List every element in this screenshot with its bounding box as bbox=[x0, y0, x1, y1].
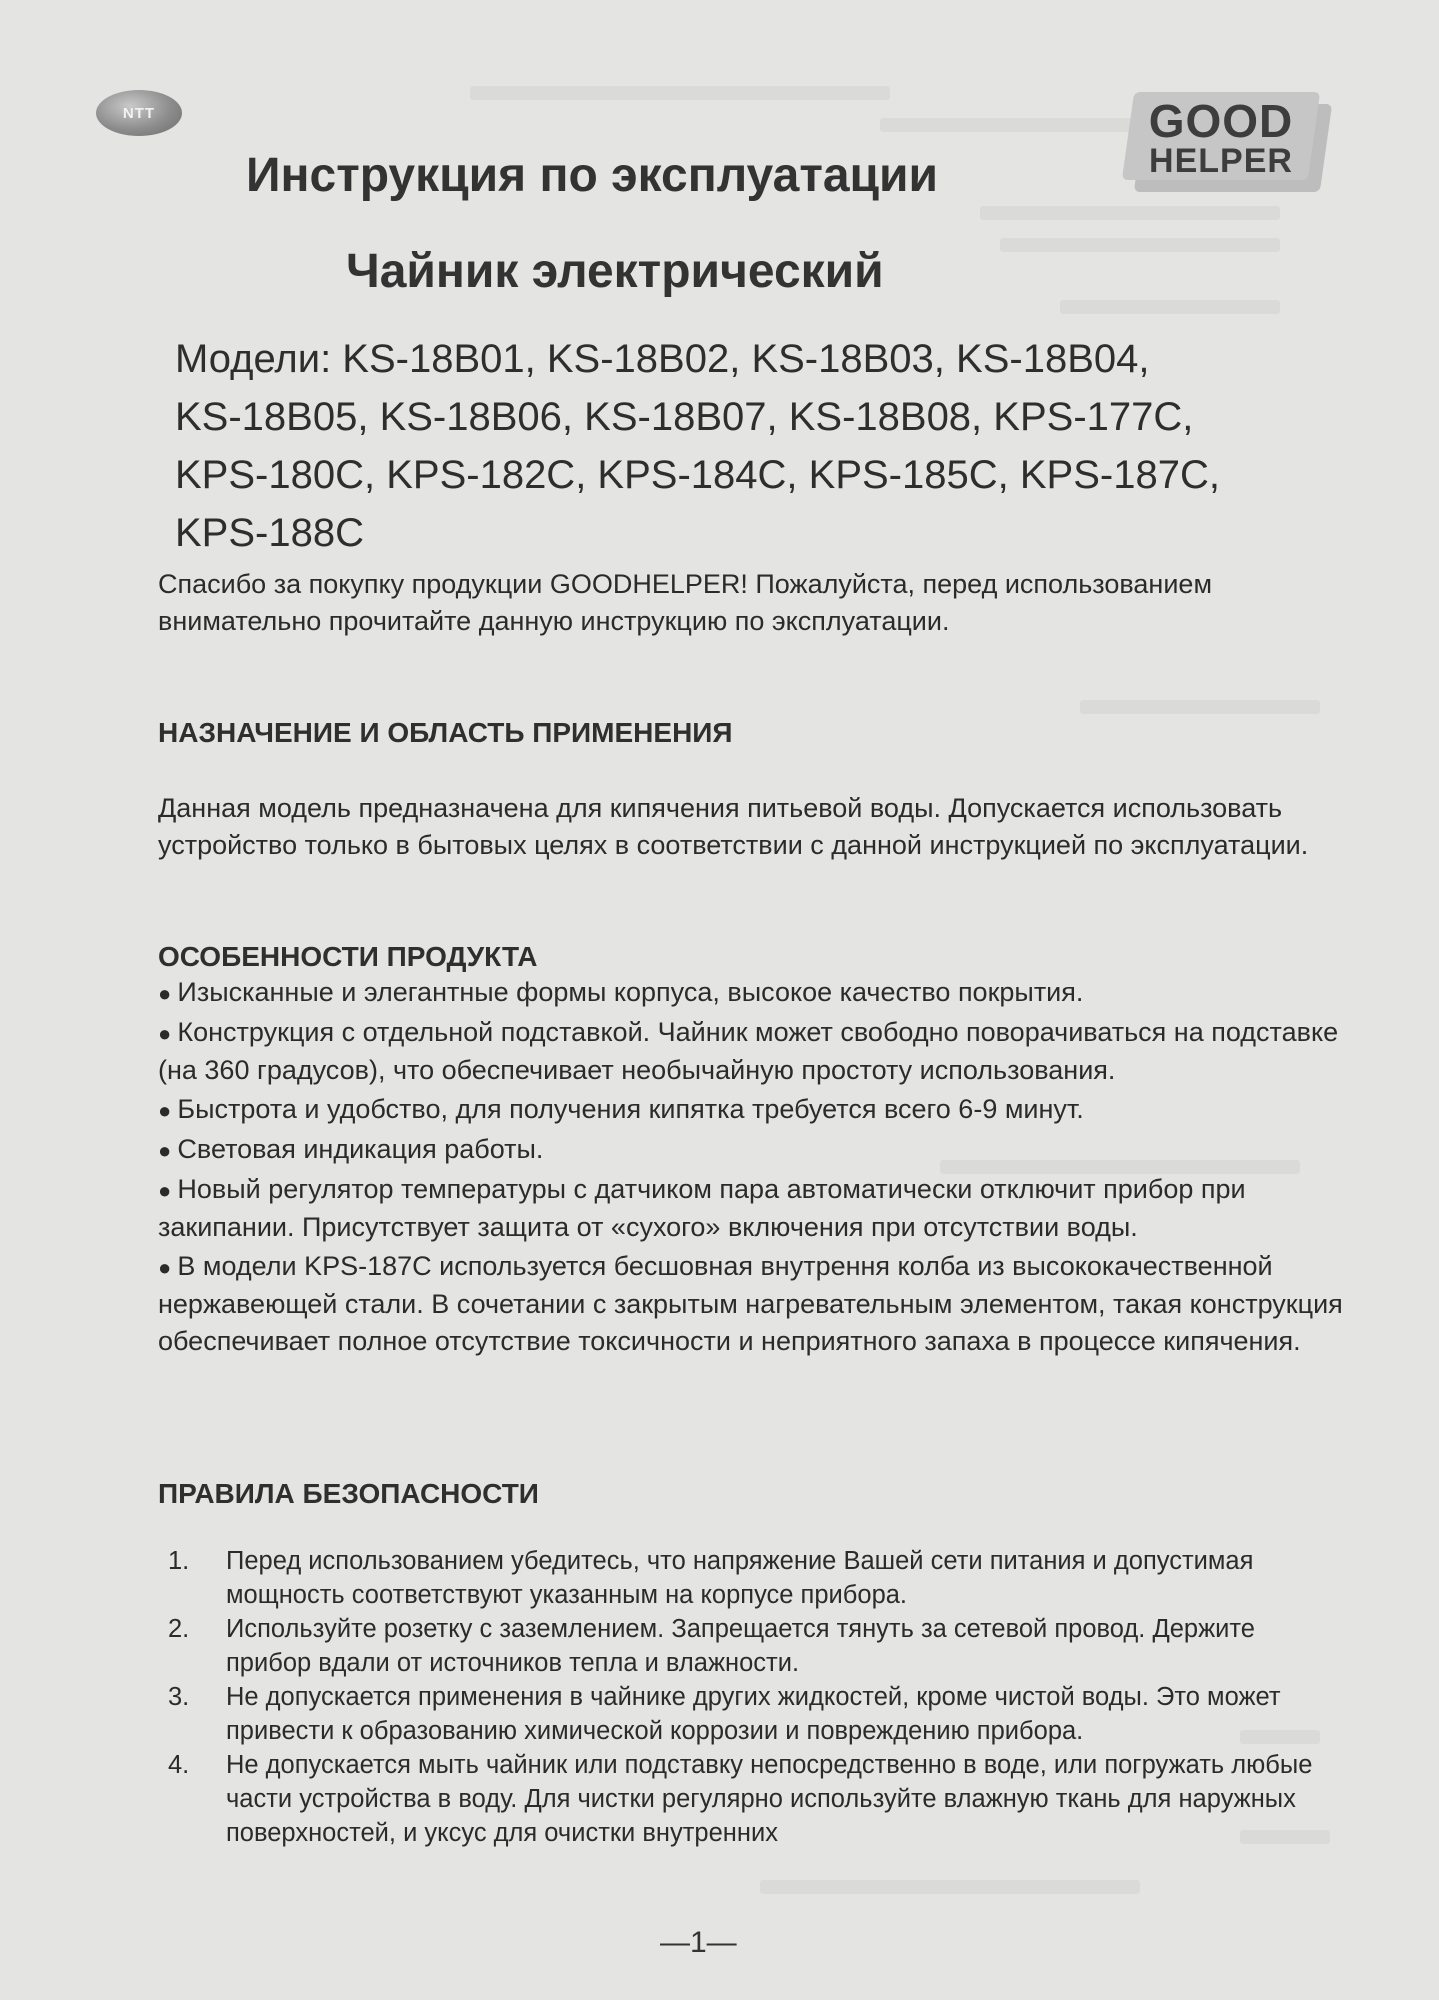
safety-rule bbox=[168, 1680, 1338, 1748]
purpose-heading: НАЗНАЧЕНИЕ И ОБЛАСТЬ ПРИМЕНЕНИЯ bbox=[158, 717, 733, 748]
bleed-through-line bbox=[1060, 300, 1280, 314]
rule-number: 3. bbox=[168, 1683, 190, 1711]
models-line: Модели: KS-18B01, KS-18B02, KS-18B03, KS-18B04, bbox=[175, 337, 1150, 381]
rule-number: 4. bbox=[168, 1751, 190, 1779]
document-title: Инструкция по эксплуатации bbox=[246, 149, 939, 202]
safety-rules-list bbox=[168, 1544, 1338, 1850]
safety-rule bbox=[168, 1544, 1338, 1612]
safety-rule bbox=[168, 1748, 1338, 1850]
rule-number: 1. bbox=[168, 1547, 190, 1575]
rule-text: Используйте розетку с заземлением. Запрещается тянуть за сетевой провод. Держите прибор вдали от источников тепла и влажности. bbox=[226, 1615, 1255, 1677]
safety-heading: ПРАВИЛА БЕЗОПАСНОСТИ bbox=[158, 1478, 539, 1509]
feature-item: ● Изысканные и элегантные формы корпуса, высокое качество покрытия. bbox=[158, 974, 1348, 1012]
rule-text: Не допускается применения в чайнике других жидкостей, кроме чистой воды. Это может привести к образованию химической коррозии и повреждению прибора. bbox=[226, 1683, 1281, 1745]
rule-number: 2. bbox=[168, 1615, 190, 1643]
features-heading: ОСОБЕННОСТИ ПРОДУКТА bbox=[158, 941, 538, 972]
bleed-through-line bbox=[1080, 700, 1320, 714]
features-list bbox=[158, 974, 1348, 1362]
page-number: —1— bbox=[660, 1926, 737, 1959]
models-line: KS-18B05, KS-18B06, KS-18B07, KS-18B08, KPS-177C, bbox=[175, 395, 1194, 439]
logo-word-good: GOOD bbox=[1148, 95, 1294, 147]
purpose-paragraph: Данная модель предназначена для кипячения питьевой воды. Допускается использовать устройство только в бытовых целях в соответствии с данной инструкцией по эксплуатации. bbox=[158, 793, 1309, 860]
bleed-through-line bbox=[1000, 238, 1280, 252]
ntt-logo bbox=[96, 90, 182, 136]
models-line: KPS-180C, KPS-182C, KPS-184C, KPS-185C, KPS-187C, bbox=[175, 453, 1220, 497]
ntt-logo-text: NTT bbox=[122, 104, 156, 122]
document-subtitle: Чайник электрический bbox=[346, 245, 884, 298]
bleed-through-line bbox=[760, 1880, 1140, 1894]
feature-item: ● Быстрота и удобство, для получения кипятка требуется всего 6-9 минут. bbox=[158, 1091, 1348, 1129]
rule-text: Не допускается мыть чайник или подставку непосредственно в воде, или погружать любые части устройства в воду. Для чистки регулярно используйте влажную ткань для наружных поверхностей, и уксус для очистки внутренних bbox=[226, 1751, 1313, 1847]
good-helper-logo bbox=[1128, 92, 1328, 192]
logo-word-helper: HELPER bbox=[1149, 142, 1293, 180]
safety-rule bbox=[168, 1612, 1338, 1680]
bleed-through-line bbox=[470, 86, 890, 100]
feature-item: ● Конструкция с отдельной подставкой. Чайник может свободно поворачиваться на подставке (на 360 градусов), что обеспечивает необычайную простоту использования. bbox=[158, 1014, 1348, 1089]
models-line: KPS-188C bbox=[175, 511, 364, 555]
feature-item: ● В модели KPS-187C используется бесшовная внутрення колба из высококачественной нержавеющей стали. В сочетании с закрытым нагревательным элементом, такая конструкция обеспечивает полное отсутствие токсичности и неприятного запаха в процессе кипячения. bbox=[158, 1248, 1348, 1360]
models-list bbox=[175, 330, 1325, 562]
rule-text: Перед использованием убедитесь, что напряжение Вашей сети питания и допустимая мощность соответствуют указанным на корпусе прибора. bbox=[226, 1547, 1254, 1609]
intro-paragraph: Спасибо за покупку продукции GOODHELPER! Пожалуйста, перед использованием внимательно прочитайте данную инструкцию по эксплуатации. bbox=[158, 569, 1213, 636]
feature-item: ● Световая индикация работы. bbox=[158, 1131, 1348, 1169]
feature-item: ● Новый регулятор температуры с датчиком пара автоматически отключит прибор при закипании. Присутствует защита от «сухого» включения при отсутствии воды. bbox=[158, 1171, 1348, 1246]
bleed-through-line bbox=[980, 206, 1280, 220]
